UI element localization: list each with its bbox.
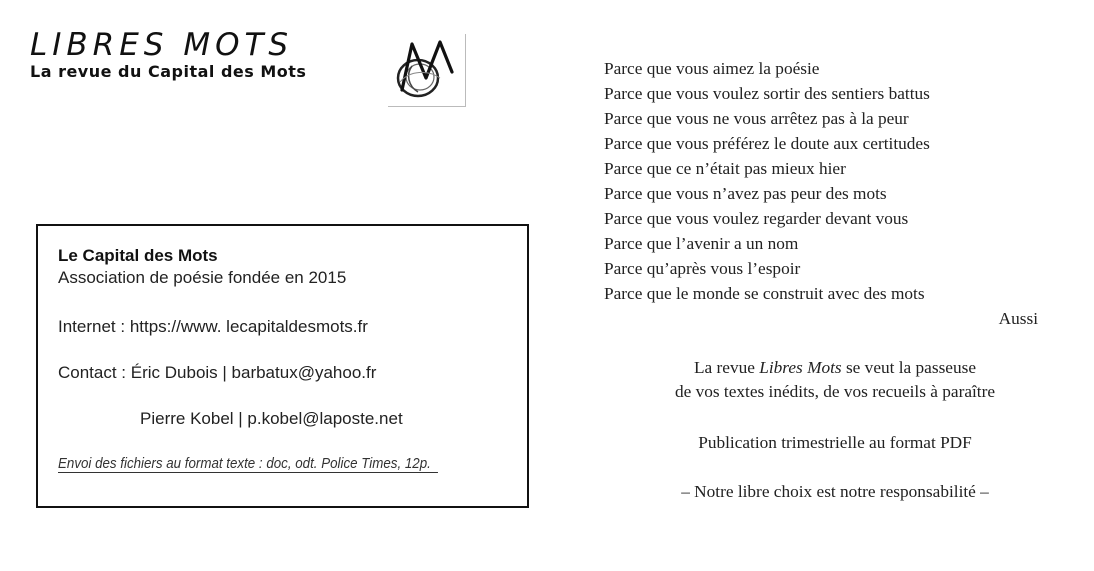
contact-info-box: [36, 224, 529, 508]
contact-line-1[interactable]: Contact : Éric Dubois | barbatux@yahoo.fr: [58, 363, 377, 382]
poem-line: Parce que l’avenir a un nom: [604, 234, 799, 253]
contact-line-2[interactable]: Pierre Kobel | p.kobel@laposte.net: [140, 409, 403, 428]
org-name: Le Capital des Mots: [58, 246, 218, 265]
poem-line: Parce que le monde se construit avec des mots: [604, 284, 925, 303]
mission-suffix: se veut la passeuse: [841, 358, 977, 377]
org-description: Association de poésie fondée en 2015: [58, 268, 347, 287]
website-line[interactable]: Internet : https://www. lecapitaldesmots.fr: [58, 317, 368, 336]
poem-line: Parce qu’après vous l’espoir: [604, 259, 801, 278]
poem: [604, 56, 1038, 331]
masthead: [30, 28, 306, 82]
journal-name: Libres Mots: [759, 358, 842, 377]
logo-graphic: [388, 34, 465, 106]
motto: – Notre libre choix est notre responsabilité –: [681, 482, 989, 501]
poem-aussi: Aussi: [998, 309, 1038, 328]
poem-line: Parce que vous ne vous arrêtez pas à la peur: [604, 109, 909, 128]
journal-subtitle: La revue du Capital des Mots: [30, 62, 307, 81]
poem-line: Parce que vous n’avez pas peur des mots: [604, 184, 887, 203]
cm-monogram-icon: [388, 34, 466, 107]
publication-info: Publication trimestrielle au format PDF: [698, 433, 972, 452]
poem-line: Parce que ce n’était pas mieux hier: [604, 159, 846, 178]
submission-note: Envoi des fichiers au format texte : doc, odt. Police Times, 12p.: [58, 456, 438, 473]
mission-line-2: de vos textes inédits, de vos recueils à paraître: [674, 382, 996, 401]
mission-statement: [604, 356, 1066, 404]
mission-line-1: [604, 356, 1066, 380]
poem-line: Parce que vous aimez la poésie: [604, 59, 820, 78]
poem-line: Parce que vous voulez regarder devant vous: [604, 209, 909, 228]
journal-title: LIBRES MOTS: [30, 27, 294, 63]
poem-line: Parce que vous voulez sortir des sentiers battus: [604, 84, 930, 103]
poem-line: Parce que vous préférez le doute aux certitudes: [604, 134, 930, 153]
mission-prefix: La revue: [693, 358, 760, 377]
